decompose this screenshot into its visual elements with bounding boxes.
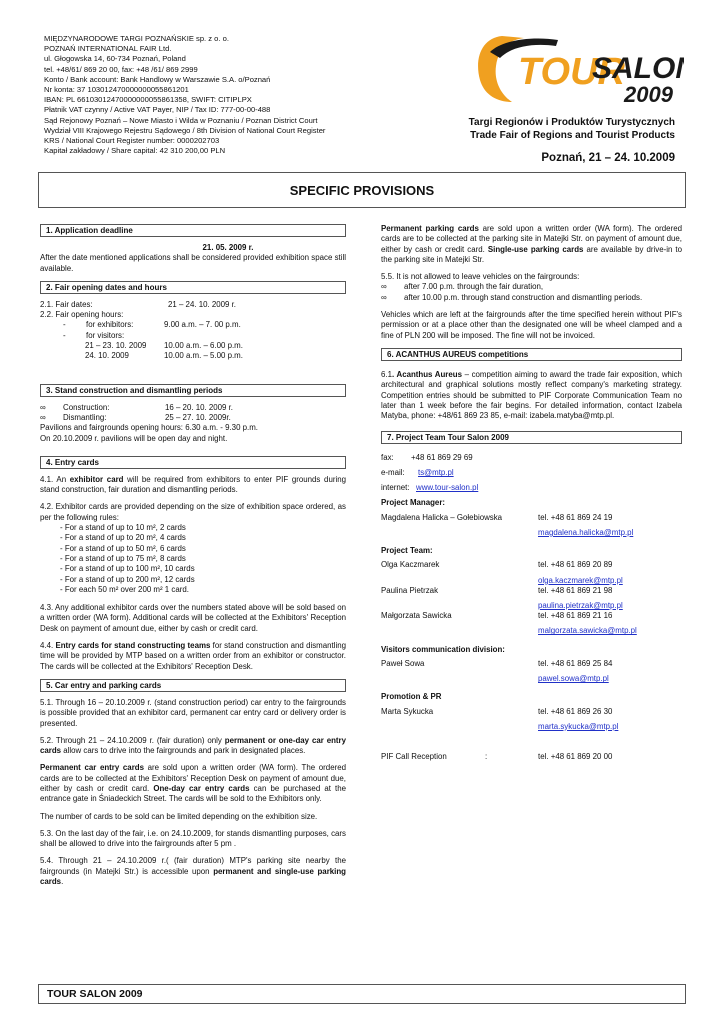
fax-value: +48 61 869 29 69 [411,453,473,463]
paragraph: 5.2. Through 21 – 24.10.2009 r. (fair duration) only permanent or one-day car entry cards allow cars to drive into the fairgrounds and park in designated places. [40,735,346,756]
rule-item: - For a stand of up to 20 m², 4 cards [60,533,186,543]
vehicle-rules [381,272,682,303]
text-line: 5.5. It is not allowed to leave vehicles on the fairgrounds: [381,272,580,282]
website-link[interactable]: www.tour-salon.pl [416,483,479,493]
section-heading: 6. ACANTHUS AUREUS competitions [381,348,682,361]
fair-subtitle [380,116,675,142]
right-column [381,224,682,762]
company-line: Kapitał zakładowy / Share capital: 42 310 200,00 PLN [44,146,226,156]
group-heading: Promotion & PR [381,692,442,702]
rule-item: - For a stand of up to 10 m², 2 cards [60,523,186,533]
paragraph: The number of cards to be sold can be limited depending on the exhibition size. [40,811,318,821]
phone: tel. +48 61 869 25 84 [538,658,613,668]
person-name: Marta Sykucka [381,706,434,716]
label: 2.2. Fair opening hours: [40,310,124,320]
company-info [44,34,374,156]
company-line: Konto / Bank account: Bank Handlowy w Warszawie S.A. o/Poznań [44,74,271,84]
section-heading: 3. Stand construction and dismantling periods [40,384,346,397]
opening-hours [40,300,346,362]
value: 10.00 a.m. – 5.00 p.m. [164,351,243,361]
label: fax: [381,453,394,463]
logo-text-tour: TOUR [518,51,625,93]
deadline-text: After the date mentioned applications shall be considered provided exhibition space still available. [40,253,346,273]
company-line: Wydział VIII Krajowego Rejestru Sądowego / 8th Division of National Court Register [44,125,326,135]
phone: tel. +48 61 869 20 00 [538,752,613,762]
bullet-icon: ∞ [381,292,387,302]
phone: tel. +48 61 869 24 19 [538,512,613,522]
person-name: PIF Call Reception [381,752,447,762]
card-rules [40,523,346,595]
phone: tel. +48 61 869 20 89 [538,560,613,570]
subtitle-en: Trade Fair of Regions and Tourist Products [470,130,675,141]
call-reception [381,752,682,762]
separator: : [485,752,488,762]
phone: tel. +48 61 869 26 30 [538,706,613,716]
rule-item: - For a stand of up to 75 m², 8 cards [60,553,186,563]
paragraph: 4.3. Any additional exhibitor cards over the numbers stated above will be sold based on a written order (WA form). Additional cards will be collected at the Exhibitors' Reception Desk on payment of amount due, either by cash or credit card. [40,603,346,633]
paragraph: Permanent parking cards are sold upon a written order (WA form). The ordered cards are to be collected at the parking site in Matejki Str. on payment of amount due, either by cash or credit card. Single-use parking cards are available by drive-in to the parking site in Matejki Str. [381,224,682,264]
person-name: Olga Kaczmarek [381,560,440,570]
value: 10.00 a.m. – 6.00 p.m. [164,341,243,351]
section-heading: 5. Car entry and parking cards [40,679,346,692]
subtitle-pl: Targi Regionów i Produktów Turystycznych [468,117,675,128]
rule-item: - For a stand of up to 200 m², 12 cards [60,574,195,584]
label: Construction: [63,402,110,412]
label: 21 – 23. 10. 2009 [85,341,147,351]
bullet-icon: ∞ [40,402,46,412]
paragraph: 4.4. Entry cards for stand constructing teams for stand construction and dismantling time will be provided by MTP based on a written order from an exhibitor or constructor. The cards will be collected at the Exhibitors' Reception Desk. [40,641,346,671]
value: 16 – 20. 10. 2009 r. [165,402,234,412]
group-heading: Project Team: [381,546,433,556]
company-line: IBAN: PL 66103012470000000055861358, SWIFT: CITIPLPX [44,95,252,105]
footer-title: TOUR SALON 2009 [38,984,686,1004]
bullet-icon: ∞ [381,282,387,292]
deadline-date: 21. 05. 2009 r. [202,243,254,252]
label: Dismantling: [63,412,107,422]
rule-item: - For a stand of up to 50 m², 6 cards [60,543,186,553]
email-link[interactable]: magdalena.halicka@mtp.pl [538,527,634,537]
value: 25 – 27. 10. 2009r. [165,412,231,422]
email-link[interactable]: malgorzata.sawicka@mtp.pl [538,626,637,636]
dash: - [63,320,66,330]
paragraph: 5.3. On the last day of the fair, i.e. on 24.10.2009, for stands dismantling purposes, cars shall be allowed to drive into the fairgrounds after 5 pm . [40,828,346,849]
person-name: Paulina Pietrzak [381,585,439,595]
email-link[interactable]: olga.kaczmarek@mtp.pl [538,575,623,585]
person-name: Magdalena Halicka – Gołebiowska [381,512,503,522]
company-line: ul. Głogowska 14, 60-734 Poznań, Poland [44,54,186,64]
logo-text-salon: SALO [592,52,676,85]
phone: tel. +48 61 869 21 98 [538,585,613,595]
email-link[interactable]: ts@mtp.pl [418,468,454,478]
company-line: Nr konta: 37 103012470000000055861201 [44,85,189,95]
company-line: KRS / National Court Register number: 0000202703 [44,136,220,146]
left-column [40,224,346,894]
text-line: Pavilions and fairgrounds opening hours: 6.30 a.m. - 9.30 p.m. [40,423,258,433]
label: 2.1. Fair dates: [40,299,93,309]
page-title: SPECIFIC PROVISIONS [38,172,686,208]
rule-item: - For each 50 m² over 200 m² 1 card. [60,584,189,594]
logo-year: 2009 [624,82,673,107]
group-heading: Visitors communication division: [381,644,505,654]
paragraph: 4.2. Exhibitor cards are provided depending on the size of exhibition space ordered, as per the following rules: [40,502,346,522]
paragraph: 6.1. Acanthus Aureus – competition aiming to award the trade fair exposition, which architectural and graphical solutions mostly reflect company's marketing strategy. Competition entries should be submitted to PIF Corporate Communication Team no later than 1 week before the fair begins. For detailed information, contact Izabela Matyba, phone: +48/61 869 23 85, e-mail: izabela.matyba@mtp.pl. [381,369,682,421]
label: e-mail: [381,468,405,478]
label: internet: [381,483,410,493]
construction-periods [40,403,346,444]
section-heading: 2. Fair opening dates and hours [40,281,346,294]
paragraph: Vehicles which are left at the fairgrounds after the time specified herein without PIF's permission or at a place other than the designated one will be wheel clamped and a fine of PLN 200 will be imposed. The fine will not be invoiced. [381,310,682,340]
city-date: Poznań, 21 – 24. 10.2009 [541,152,675,164]
label: for exhibitors: [86,320,134,330]
paragraph: 4.1. An exhibitor card will be required from exhibitors to enter PIF grounds during stand construction, fair duration and dismantling periods. [40,474,346,495]
email-link[interactable]: marta.sykucka@mtp.pl [538,721,619,731]
email-link[interactable]: pawel.sowa@mtp.pl [538,674,609,684]
person-name: Małgorzata Sawicka [381,611,452,621]
company-line: Płatnik VAT czynny / Active VAT Payer, NIP / Tax ID: 777-00-00-488 [44,105,271,115]
bullet-text: after 7.00 p.m. through the fair duration, [404,282,544,292]
tour-salon-logo [472,28,684,108]
bullet-text: after 10.00 p.m. through stand construction and dismantling periods. [404,292,643,302]
dash: - [63,330,66,340]
email-link[interactable]: paulina.pietrzak@mtp.pl [538,601,623,611]
value: 9.00 a.m. – 7. 00 p.m. [164,320,241,330]
paragraph: Permanent car entry cards are sold upon a written order (WA form). The ordered cards are to be collected at the Exhibitors' Reception Desk on payment of amount due, either by cash or credit card. One-day car entry cards can be purchased at the entrance gate in Śniadeckich Street. The cards will be sold to the Exhibitors only. [40,763,346,804]
company-line: MIĘDZYNARODOWE TARGI POZNAŃSKIE sp. z o. o. [44,34,229,43]
general-contacts [381,450,682,495]
company-line: tel. +48/61/ 869 20 00, fax: +48 /61/ 869 2999 [44,64,198,74]
paragraph: 5.1. Through 16 – 20.10.2009 r. (stand construction period) car entry to the fairgrounds is possible provided that an exhibitor card, permanent car entry card or delivery order is presented. [40,697,346,728]
company-line: POZNAŃ INTERNATIONAL FAIR Ltd. [44,44,172,54]
rule-item: - For a stand of up to 100 m², 10 cards [60,564,195,574]
paragraph: 5.4. Through 21 – 24.10.2009 r.( (fair duration) MTP's parking site nearby the fairgrounds (in Matejki Str.) is accessible upon permanent and single-use parking cards. [40,856,346,887]
value: 21 – 24. 10. 2009 r. [168,299,237,309]
label: 24. 10. 2009 [85,351,129,361]
section-heading: 7. Project Team Tour Salon 2009 [381,431,682,444]
person-name: Paweł Sowa [381,658,425,668]
label: for visitors: [86,330,125,340]
phone: tel. +48 61 869 21 16 [538,611,613,621]
group-heading: Project Manager: [381,498,446,508]
section-heading: 1. Application deadline [40,224,346,237]
text-line: On 20.10.2009 r. pavilions will be open day and night. [40,433,228,443]
section-heading: 4. Entry cards [40,456,346,469]
company-line: Sąd Rejonowy Poznań – Nowe Miasto i Wilda w Poznaniu / Poznan District Court [44,115,318,125]
bullet-icon: ∞ [40,412,46,422]
